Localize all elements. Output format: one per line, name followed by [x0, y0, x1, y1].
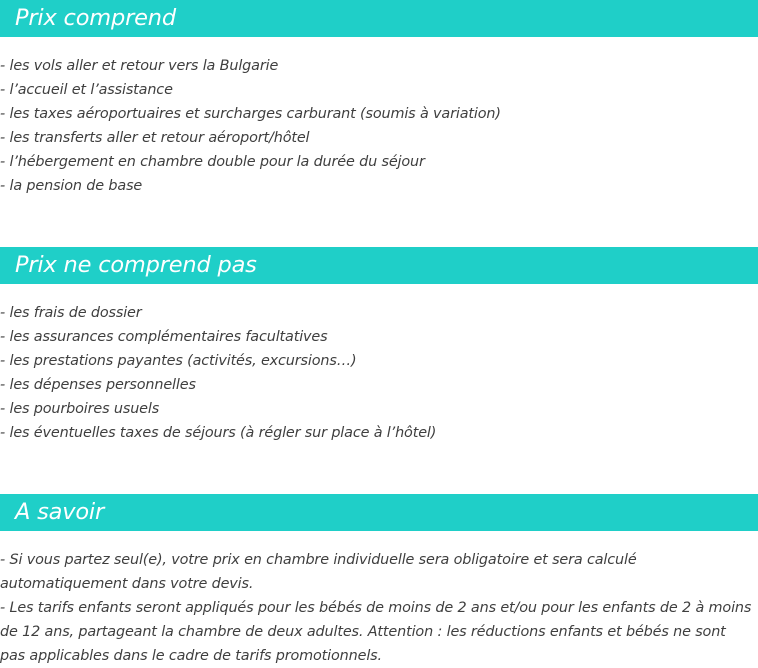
list-item: - la pension de base	[0, 178, 143, 194]
list-item: - les assurances complémentaires facultatives	[0, 329, 328, 345]
list-item: - les pourboires usuels	[0, 401, 160, 417]
list-item: - les éventuelles taxes de séjours (à régler sur place à l’hôtel)	[0, 425, 437, 441]
list-item: - les vols aller et retour vers la Bulgarie	[0, 58, 279, 74]
list-item: - l’accueil et l’assistance	[0, 82, 173, 98]
list-item: - l’hébergement en chambre double pour la durée du séjour	[0, 154, 425, 170]
list-item: - les prestations payantes (activités, excursions…)	[0, 353, 357, 369]
section-title-prix-ne-comprend-pas: Prix ne comprend pas	[0, 247, 758, 284]
list-item: - les frais de dossier	[0, 305, 142, 321]
list-item: - les dépenses personnelles	[0, 377, 196, 393]
section-title-a-savoir: A savoir	[0, 494, 758, 531]
not-included-list	[0, 301, 758, 445]
paragraph: - Si vous partez seul(e), votre prix en chambre individuelle sera obligatoire et sera calculé automatiquement dans votre devis.	[0, 552, 637, 592]
paragraph: - Les tarifs enfants seront appliqués pour les bébés de moins de 2 ans et/ou pour les enfants de 2 à moins de 12 ans, partageant la chambre de deux adultes. Attention : les réductions enfants et bébés ne sont pas applicables dans le cadre de tarifs promotionnels.	[0, 600, 752, 664]
section-title-prix-comprend: Prix comprend	[0, 0, 758, 37]
list-item: - les taxes aéroportuaires et surcharges carburant (soumis à variation)	[0, 106, 501, 122]
included-list	[0, 54, 758, 198]
list-item: - les transferts aller et retour aéroport/hôtel	[0, 130, 310, 146]
good-to-know-text	[0, 548, 752, 668]
